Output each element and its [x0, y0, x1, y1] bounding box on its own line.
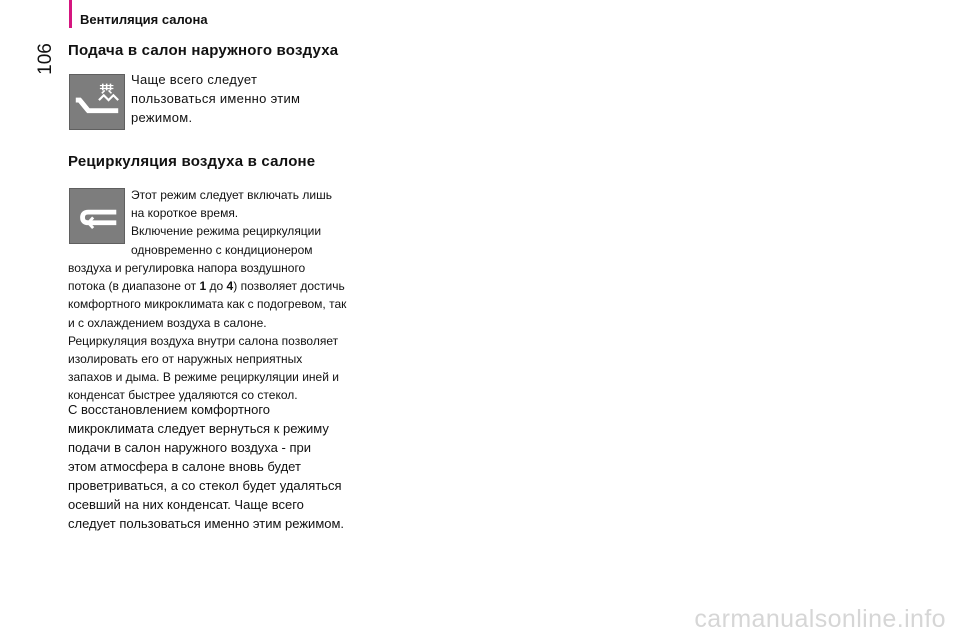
body-line: до: [206, 279, 227, 294]
body-line: и с охлаждением воздуха в салоне.: [68, 315, 267, 330]
closing-line: подачи в салон наружного воздуха - при: [68, 440, 311, 455]
body-line: запахов и дыма. В режиме рециркуляции иней и: [68, 370, 339, 385]
body-line: изолировать его от наружных неприятных: [68, 352, 303, 367]
body-line: Рециркуляция воздуха внутри салона позволяет: [68, 333, 339, 348]
intro-line: одновременно с кондиционером: [131, 242, 313, 257]
outside-air-intake-icon: [69, 74, 125, 130]
body-line: комфортного микроклимата как с подогревом, так: [68, 297, 347, 312]
closing-line: микроклимата следует вернуться к режиму: [68, 421, 329, 436]
outside-air-description: [131, 70, 331, 127]
body-line: ) позволяет достичь: [233, 279, 345, 294]
page-number: 106: [35, 43, 56, 75]
closing-line: С восстановлением комфортного: [68, 402, 271, 417]
body-line: воздуха и регулировка напора воздушного: [68, 261, 306, 275]
outside-air-line: пользоваться именно этим: [131, 91, 301, 106]
closing-line: проветриваться, а со стекол будет удаляться: [68, 478, 342, 493]
range-min: 1: [199, 279, 207, 294]
recirculation-closing: [68, 400, 348, 533]
outside-air-line: режимом.: [131, 110, 193, 125]
body-line: конденсат быстрее удаляются со стекол.: [68, 388, 298, 403]
body-line: потока (в диапазоне от: [68, 279, 200, 294]
closing-line: этом атмосфера в салоне вновь будет: [68, 459, 301, 474]
recirculation-heading: Рециркуляция воздуха в салоне: [68, 153, 316, 170]
outside-air-line: Чаще всего следует: [131, 72, 258, 87]
recirculation-intro: [131, 186, 346, 259]
outside-air-heading: Подача в салон наружного воздуха: [68, 42, 339, 59]
air-recirculation-icon: [69, 188, 125, 244]
intro-line: на короткое время.: [131, 206, 239, 221]
site-watermark: carmanualsonline.info: [694, 605, 946, 633]
range-max: 4: [226, 279, 234, 294]
closing-line: следует пользоваться именно этим режимом.: [68, 516, 345, 531]
section-header: Вентиляция салона: [80, 12, 208, 27]
section-accent-bar: [69, 0, 72, 28]
intro-line: Включение режима рециркуляции: [131, 224, 322, 239]
recirculation-body: [68, 259, 348, 405]
closing-line: осевший на них конденсат. Чаще всего: [68, 497, 304, 512]
intro-line: Этот режим следует включать лишь: [131, 188, 332, 202]
